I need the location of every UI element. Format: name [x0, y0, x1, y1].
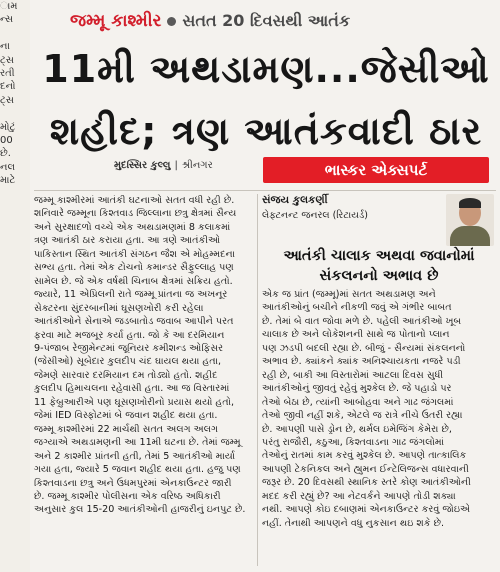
- subhead-line-1: આતંકી ચાલાક અથવા જવાનોમાં: [283, 248, 475, 264]
- story-line: કિશ્તવાડના છત્રુ અને ઉધમપુરમાં એનકાઉન્ટર જારી: [34, 477, 232, 489]
- expert-line: પણ ઝડપી બદલી રહ્યા છે. બીજું - સૈન્યમાં સંકલનનો: [262, 342, 466, 354]
- expert-name: સંજય કુલકર્ણી: [262, 194, 328, 206]
- expert-opinion-column: [262, 288, 496, 530]
- story-line: ગયા હતા, જ્યારે 5 જવાન શહીદ થયા હતા. હજુ પણ: [34, 464, 241, 476]
- expert-line: નથી. આપણે કોઇ દબાણમાં એનકાઉન્ટર કરવું જોઇએ: [262, 504, 471, 516]
- expert-line: જરૂર છે. 20 દિવસથી સ્થાનિક સ્તરે કોણ આતંકીઓની: [262, 477, 471, 489]
- story-line: પાકિસ્તાન સ્થિત આતંકી સંગઠન જૈશ એ મોહમ્મદના: [34, 248, 235, 260]
- story-line: છે. જમ્મૂ કાશ્મીર પોલીસના એક વરિષ્ઠ અધિકારી: [34, 490, 221, 502]
- news-article: [30, 0, 500, 572]
- expert-badge: ભાસ્કર એક્સપર્ટ: [263, 157, 489, 183]
- expert-line: તેઓનું રાતમાં કામ કરવું મુશ્કેલ છે. આપણે તાત્કાલિક: [262, 450, 467, 462]
- story-line: સેક્ટરના સુંદરબાનીમાં ઘૂસણખોરી કરી રહેલા: [34, 302, 204, 314]
- story-line: સભ્ય હતા. તેમાં એક ટોચનો કમાન્ડર સૈફુલ્લાહ પણ: [34, 262, 234, 274]
- adjacent-text-line: દનો: [0, 81, 16, 93]
- subhead-line-2: સંકલનનો અભાવ છે: [319, 268, 439, 284]
- story-line: જ્યારે, 11 એપ્રિલની રાતે જમ્મૂ પ્રાંતના જ અખનૂર: [34, 289, 228, 301]
- story-line: અને સુરક્ષાદળો વચ્ચે એક અથડામણમાં 8 કલાકમાં: [34, 221, 231, 233]
- story-line: જેમાં IED વિસ્ફોટમાં બે જવાન શહીદ થયા હતા.: [34, 410, 218, 422]
- adjacent-text-line: ટ્સ: [0, 94, 14, 106]
- story-line: અનુસાર કુલ 15-20 આતંકીઓની હાજરીનું ઇનપુટ છે.: [34, 504, 246, 516]
- story-line: શનિવારે જમ્મૂના કિશ્તવાડ જિલ્લાના છત્રુ ક્ષેત્રમાં સૈન્ય: [34, 208, 237, 220]
- expert-line: ચાલાક છે અને લોકેશનની સાથે જ પોતાનો પ્લાન: [262, 329, 450, 341]
- story-line: સામેલ છે. જે એક વર્ષથી ચિનાબ ક્ષેત્રમાં સક્રિય હતો.: [34, 275, 233, 287]
- adjacent-text-line: ામ: [0, 1, 18, 12]
- expert-role: લેફ્ટનન્ટ જનરલ (રિટાયર્ડ): [262, 210, 368, 221]
- bullet-icon: [167, 17, 176, 26]
- adjacent-text-line: ના: [0, 41, 10, 53]
- story-line: જેમણે સારવાર દરમિયાન દમ તોડ્યો હતો. શહીદ: [34, 369, 218, 381]
- column-divider: [257, 194, 258, 566]
- story-line: અને 2 કાશ્મીર પ્રાંતની હતી, તેમાં 5 આતંકીઓ માર્યા: [34, 450, 236, 462]
- expert-avatar: [446, 194, 494, 246]
- headline-line-2: શહીદ; ત્રણ આતંકવાદી ઠાર: [49, 109, 483, 153]
- expert-line: નહીં. તેનાથી આપણને વધુ નુકસાન થઇ શકે છે.: [262, 517, 445, 529]
- byline: [114, 160, 213, 171]
- adjacent-text-line: છે.: [0, 148, 11, 160]
- expert-line: છે. તેમાં બે વાત જોવા મળે છે. પહેલી આતંકીઓ ખૂબ: [262, 315, 462, 327]
- kicker-place: જમ્મૂ કાશ્મીર: [70, 11, 162, 31]
- story-line: 9-પંજાબ રેજીમેન્ટમાં જૂનિયર કમીશન્ડ ઓફિસર: [34, 342, 224, 354]
- adjacent-text-line: મોટું: [0, 121, 16, 133]
- story-line: 11 ફેબ્રુઆરીએ પણ ઘૂસણખોરીનો પ્રયાસ થયો હતો,: [34, 396, 235, 408]
- adjacent-text-line: [0, 107, 30, 120]
- adjacent-text-line: રતી: [0, 68, 15, 80]
- avatar-body-shape: [450, 226, 490, 246]
- expert-line: પરંતુ રાજૌરી, કઠુઆ, કિશ્તવાડના ગાઢ જંગલોમાં: [262, 436, 445, 448]
- adjacent-text-line: 00: [0, 135, 13, 147]
- byline-city: શ્રીનગર: [181, 160, 213, 171]
- story-line: (જેસીઓ) સૂબેદાર કુલદીપ ચંદ ઘાયલ થયા હતા,: [34, 356, 221, 368]
- expert-line: મદદ કરી રહ્યું છે? આ નેટવર્કને આપણે તોડી શક્યા: [262, 490, 456, 502]
- expert-line: આતંકીઓનું બચીને નીકળી જવું એ ગંભીર બાબત: [262, 302, 452, 314]
- expert-line: આતંકીઓનું જીવતું રહેવું મુશ્કેલ છે. જે પહાડો પર: [262, 383, 452, 395]
- expert-line: એક જ પ્રાંત (જમ્મૂ)માં સતત અથડામણ અને: [262, 289, 436, 300]
- byline-author: મુદસ્સિર કુલ્લુ: [114, 160, 171, 171]
- expert-line: તેઓ જીવી નહીં શકે, એટલે જ રાત્રે નીચે ઉતરી રહ્યા: [262, 410, 463, 422]
- story-line: જમ્મૂ કાશ્મીરમાં 22 માર્ચથી સતત અલગ અલગ: [34, 423, 219, 435]
- headline-line-1: 11મી અથડામણ...જેસીઓ: [42, 47, 490, 91]
- adjacent-text-line: ટ્સ: [0, 54, 14, 66]
- story-line: જગ્યાએ અથડામણની આ 11મી ઘટના છે. તેમાં જમ્મૂ: [34, 437, 241, 449]
- expert-line: આપણી ટેકનિકલ અને હ્યુમન ઈન્ટેલિજન્સ વધારવાની: [262, 463, 469, 475]
- adjacent-text-line: નલ: [0, 161, 16, 173]
- story-line: ફરવા માટે મજબૂર કર્યા હતા. જો કે આ દરમિયાન: [34, 329, 225, 341]
- expert-block: [262, 194, 496, 244]
- kicker-topic: સતત 20 દિવસથી આતંક: [182, 11, 351, 30]
- main-story-column: [34, 194, 254, 517]
- story-line: જમ્મૂ કાશ્મીરમાં આતંકી ઘટનાઓ સતત વધી રહી છે.: [34, 195, 235, 206]
- kicker: [70, 6, 490, 36]
- story-line: કુલદીપ હિમાચલના રહેવાસી હતા. આ જ વિસ્તારમાં: [34, 383, 230, 395]
- expert-subhead: [262, 246, 496, 286]
- divider: [34, 190, 496, 191]
- story-line: આતંકીઓને સેનાએ જડબાતોડ જવાબ આપીને પરત: [34, 316, 234, 328]
- adjacent-text-line: માટે: [0, 175, 16, 187]
- expert-line: અભાવ છે. ક્યાંકને ક્યાંક અનિશ્ચાયકતા નજરે પડી: [262, 356, 461, 368]
- avatar-hair-shape: [459, 198, 481, 208]
- expert-line: તેઓ બેઠા છે, ત્યાંની આબોહવા અને ગાઢ જંગલમાં: [262, 396, 454, 408]
- adjacent-text-line: ન્સ: [0, 14, 14, 26]
- byline-separator: |: [174, 160, 178, 171]
- story-line: ત્રણ આતંકી ઠાર કરાયા હતા. આ ત્રણે આતંકીઓ: [34, 235, 221, 247]
- expert-line: છે. આપણી પાસે ડ્રોન છે, થર્મલ ઇમેજિંગ કેમેરા છે,: [262, 423, 452, 435]
- adjacent-text-line: [0, 27, 30, 40]
- adjacent-article-strip: [0, 0, 30, 572]
- expert-line: રહી છે, બાકી આ વિસ્તારોમાં આટલા દિવસ સુધી: [262, 369, 444, 381]
